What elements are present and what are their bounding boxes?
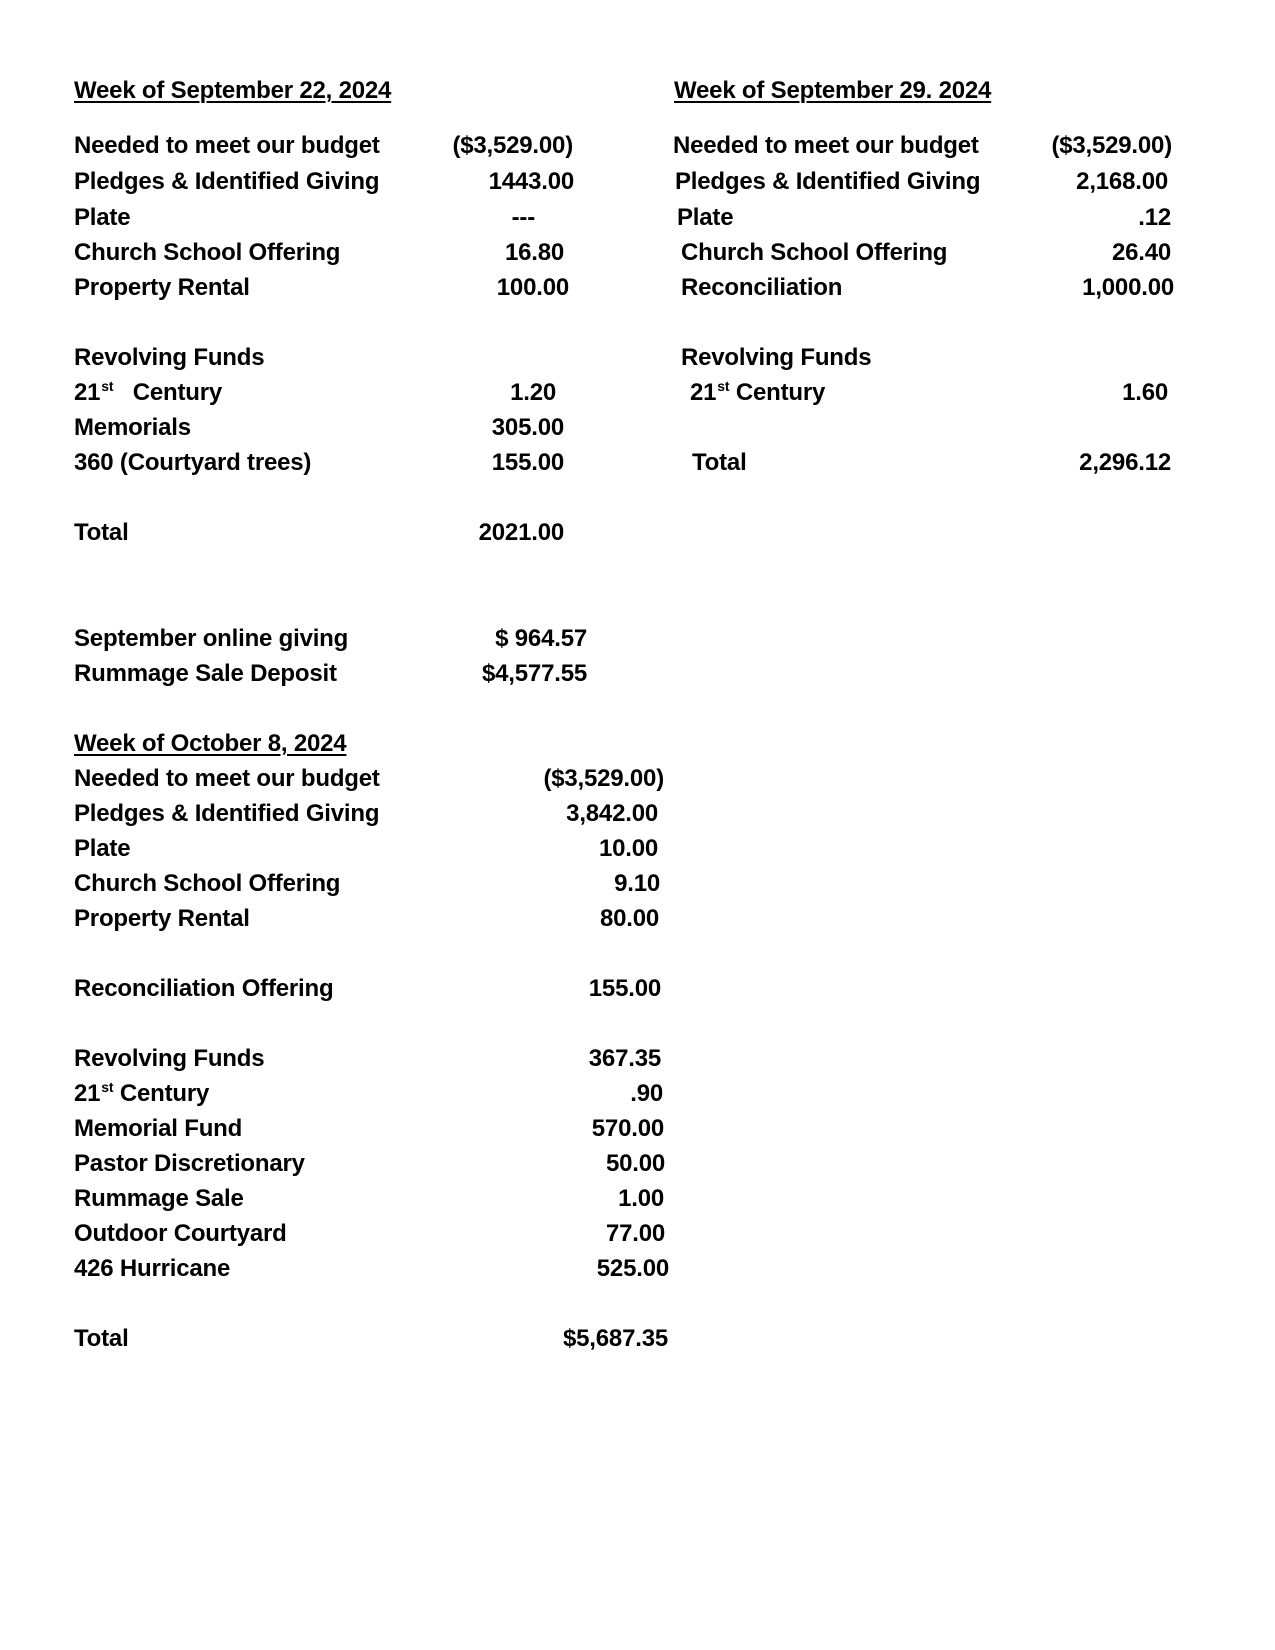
week2-heading: Week of September 29. 2024 — [674, 77, 992, 104]
week3-courtyard-value: 77.00 — [605, 1220, 665, 1247]
week2-needed-value: ($3,529.00) — [1051, 132, 1172, 159]
week1-total-label: Total — [74, 519, 129, 546]
week1-trees-label: 360 (Courtyard trees) — [74, 449, 312, 476]
week3-total-label: Total — [74, 1325, 129, 1352]
week2-reconciliation-value: 1,000.00 — [1082, 274, 1174, 301]
week1-rental-value: 100.00 — [496, 274, 569, 301]
week1-needed-label: Needed to meet our budget — [74, 132, 380, 159]
week3-rental-value: 80.00 — [599, 905, 659, 932]
week2-pledges-value: 2,168.00 — [1076, 168, 1168, 195]
week2-school-label: Church School Offering — [681, 239, 948, 266]
week2-revolving-label: Revolving Funds — [681, 344, 872, 371]
week2-total-value: 2,296.12 — [1079, 449, 1171, 476]
week1-plate-label: Plate — [74, 204, 131, 231]
week1-pledges-value: 1443.00 — [488, 168, 574, 195]
week3-reconciliation-value: 155.00 — [588, 975, 661, 1002]
week3-pastor-value: 50.00 — [605, 1150, 665, 1177]
week3-heading: Week of October 8, 2024 — [74, 730, 347, 757]
week3-needed-value: ($3,529.00) — [543, 765, 664, 792]
week2-century-value: 1.60 — [1122, 379, 1168, 406]
week2-reconciliation-label: Reconciliation — [681, 274, 843, 301]
online-giving-value: $ 964.57 — [495, 625, 587, 652]
week2-plate-label: Plate — [677, 204, 734, 231]
week3-hurricane-label: 426 Hurricane — [74, 1255, 231, 1282]
week1-plate-value: --- — [511, 204, 535, 231]
week3-courtyard-label: Outdoor Courtyard — [74, 1220, 287, 1247]
week3-memorial-value: 570.00 — [591, 1115, 664, 1142]
rummage-deposit-value: $4,577.55 — [482, 660, 587, 687]
week3-revolving-value: 367.35 — [588, 1045, 661, 1072]
week2-pledges-label: Pledges & Identified Giving — [675, 168, 981, 195]
week3-rummage-value: 1.00 — [618, 1185, 664, 1212]
week3-pledges-value: 3,842.00 — [566, 800, 658, 827]
week1-memorials-value: 305.00 — [491, 414, 564, 441]
week3-plate-value: 10.00 — [598, 835, 658, 862]
week2-school-value: 26.40 — [1111, 239, 1171, 266]
week2-needed-label: Needed to meet our budget — [673, 132, 979, 159]
week1-pledges-label: Pledges & Identified Giving — [74, 168, 380, 195]
week1-school-value: 16.80 — [504, 239, 564, 266]
week1-rental-label: Property Rental — [74, 274, 250, 301]
week3-hurricane-value: 525.00 — [596, 1255, 669, 1282]
week3-pledges-label: Pledges & Identified Giving — [74, 800, 380, 827]
week1-memorials-label: Memorials — [74, 414, 191, 441]
week3-total-value: $5,687.35 — [563, 1325, 668, 1352]
week1-heading: Week of September 22, 2024 — [74, 77, 392, 104]
week1-total-value: 2021.00 — [478, 519, 564, 546]
week3-plate-label: Plate — [74, 835, 131, 862]
week1-century-label: 21st Century — [74, 378, 223, 406]
week3-pastor-label: Pastor Discretionary — [74, 1150, 305, 1177]
week3-century-value: .90 — [630, 1080, 663, 1107]
week3-needed-label: Needed to meet our budget — [74, 765, 380, 792]
online-giving-label: September online giving — [74, 625, 349, 652]
week3-memorial-label: Memorial Fund — [74, 1115, 243, 1142]
week2-plate-value: .12 — [1138, 204, 1171, 231]
week3-revolving-label: Revolving Funds — [74, 1045, 265, 1072]
week3-reconciliation-label: Reconciliation Offering — [74, 975, 334, 1002]
week2-total-label: Total — [692, 449, 747, 476]
week1-school-label: Church School Offering — [74, 239, 341, 266]
week1-century-value: 1.20 — [510, 379, 556, 406]
week3-century-label: 21st Century — [74, 1079, 210, 1107]
week3-rummage-label: Rummage Sale — [74, 1185, 244, 1212]
week2-century-label: 21st Century — [690, 378, 826, 406]
week1-revolving-label: Revolving Funds — [74, 344, 265, 371]
week1-needed-value: ($3,529.00) — [452, 132, 573, 159]
week1-trees-value: 155.00 — [491, 449, 564, 476]
rummage-deposit-label: Rummage Sale Deposit — [74, 660, 337, 687]
week3-school-value: 9.10 — [614, 870, 660, 897]
week3-rental-label: Property Rental — [74, 905, 250, 932]
week3-school-label: Church School Offering — [74, 870, 341, 897]
